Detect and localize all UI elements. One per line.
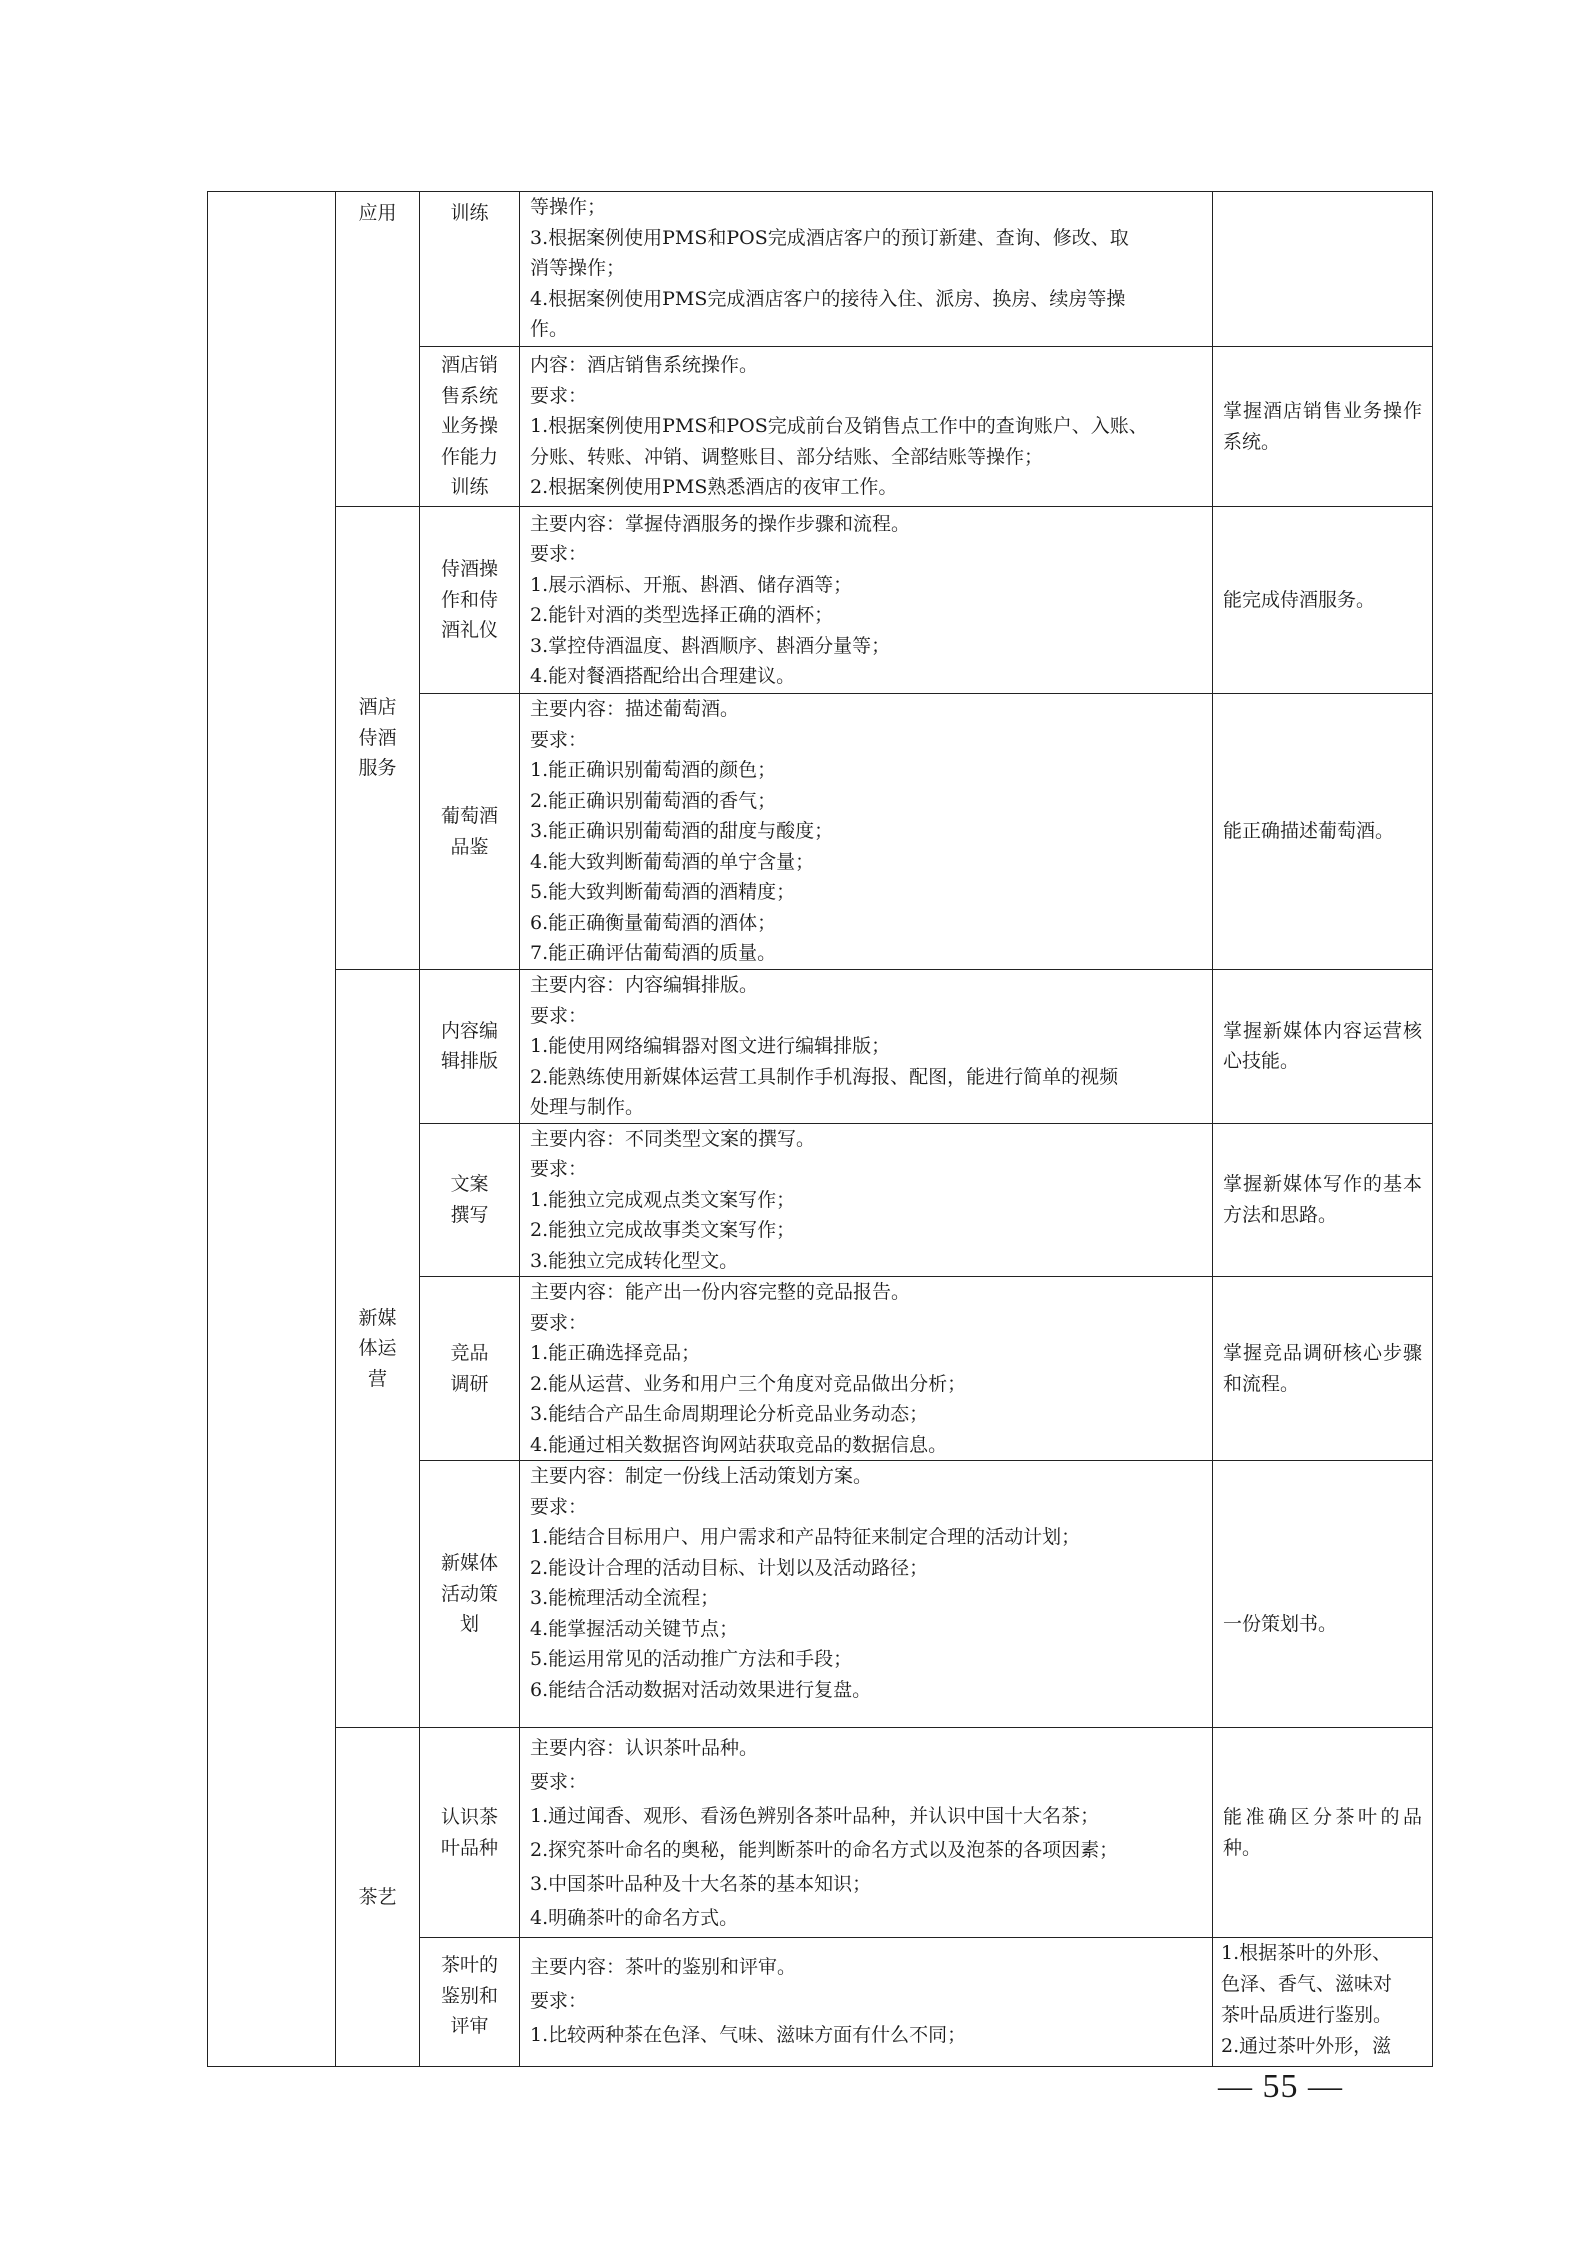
content-line: 2.能从运营、业务和用户三个角度对竞品做出分析； (530, 1372, 967, 1395)
goal-text: 掌握新媒体写作的基本方法和思路。 (1223, 1173, 1422, 1226)
content-line: 要求： (530, 728, 588, 751)
item-cell (420, 1728, 520, 1938)
item-label: 评审 (450, 2015, 489, 2037)
goal-line: 2.通过茶叶外形，滋 (1221, 2035, 1392, 2057)
item-cell (420, 192, 520, 347)
content-line: 1.通过闻香、观形、看汤色辨别各茶叶品种，并认识中国十大名茶； (530, 1804, 1100, 1827)
category-cell (336, 1728, 420, 2067)
content-cell (520, 192, 1213, 347)
item-label: 酒店销 (440, 354, 498, 377)
category-cell (336, 970, 420, 1728)
content-line: 要求： (530, 1158, 588, 1180)
item-label: 业务操 (440, 415, 498, 438)
content-cell (520, 1938, 1213, 2067)
content-cell (520, 1461, 1213, 1728)
item-label: 鉴别和 (440, 1984, 498, 2007)
item-label: 调研 (450, 1372, 489, 1395)
content-line: 4.能大致判断葡萄酒的单宁含量； (530, 850, 815, 873)
content-line: 主要内容：掌握侍酒服务的操作步骤和流程。 (530, 512, 911, 535)
content-line: 2.能针对酒的类型选择正确的酒杯； (530, 604, 834, 626)
content-line: 要求： (530, 1770, 588, 1793)
item-cell (420, 347, 520, 507)
content-line: 主要内容：描述葡萄酒。 (530, 698, 740, 721)
item-label: 辑排版 (440, 1050, 498, 1073)
content-line: 3.根据案例使用PMS和POS完成酒店客户的预订新建、查询、修改、取 (530, 226, 1129, 249)
item-label: 酒礼仪 (440, 619, 498, 642)
goal-cell (1213, 1277, 1433, 1461)
content-line: 要求： (530, 1495, 588, 1518)
content-line: 主要内容：内容编辑排版。 (530, 974, 759, 996)
category-label: 体运 (358, 1337, 397, 1360)
content-line: 1.能独立完成观点类文案写作； (530, 1188, 796, 1211)
category-label: 酒店 (358, 696, 397, 719)
content-cell (520, 1728, 1213, 1938)
content-cell (520, 970, 1213, 1124)
goal-cell (1213, 1728, 1433, 1938)
blank-first-column (208, 192, 336, 2067)
content-line: 4.能掌握活动关键节点； (530, 1617, 739, 1640)
goal-text: 能正确描述葡萄酒。 (1223, 820, 1395, 843)
item-label: 作和侍 (440, 588, 498, 611)
content-line: 3.能梳理活动全流程； (530, 1587, 720, 1609)
content-line: 消等操作； (530, 257, 626, 279)
content-line: 1.展示酒标、开瓶、斟酒、储存酒等； (530, 573, 853, 596)
content-line: 2.能设计合理的活动目标、计划以及活动路径； (530, 1556, 929, 1579)
item-label: 作能力 (440, 445, 498, 468)
content-line: 3.掌控侍酒温度、斟酒顺序、斟酒分量等； (530, 634, 891, 657)
category-label: 服务 (358, 757, 397, 780)
page-number: — 55 — (1218, 2068, 1343, 2105)
content-line: 3.能结合产品生命周期理论分析竞品业务动态； (530, 1403, 929, 1425)
goal-text: 一份策划书。 (1223, 1612, 1338, 1635)
item-label: 竞品 (450, 1342, 489, 1364)
content-line: 3.能正确识别葡萄酒的甜度与酸度； (530, 820, 834, 843)
item-cell (420, 970, 520, 1124)
content-line: 2.能熟练使用新媒体运营工具制作手机海报、配图，能进行简单的视频 (530, 1065, 1119, 1088)
item-cell (420, 1123, 520, 1277)
content-line: 2.探究茶叶命名的奥秘，能判断茶叶的命名方式以及泡茶的各项因素； (530, 1838, 1119, 1861)
goal-cell (1213, 192, 1433, 347)
content-line: 4.能对餐酒搭配给出合理建议。 (530, 665, 796, 687)
content-line: 7.能正确评估葡萄酒的质量。 (530, 942, 777, 965)
content-line: 1.能使用网络编辑器对图文进行编辑排版； (530, 1035, 891, 1057)
content-line: 2.能独立完成故事类文案写作； (530, 1219, 796, 1241)
item-label: 叶品种 (440, 1836, 498, 1859)
table-row (208, 507, 1433, 694)
item-label: 撰写 (450, 1203, 489, 1226)
category-cell (336, 192, 420, 507)
item-label: 活动策 (440, 1582, 498, 1605)
content-line: 1.根据案例使用PMS和POS完成前台及销售点工作中的查询账户、入账、 (530, 415, 1148, 438)
content-line: 4.根据案例使用PMS完成酒店客户的接待入住、派房、换房、续房等操 (530, 287, 1126, 310)
item-label: 葡萄酒 (440, 805, 498, 827)
content-line: 2.根据案例使用PMS熟悉酒店的夜审工作。 (530, 476, 898, 499)
category-label: 新媒 (358, 1306, 397, 1329)
content-line: 6.能正确衡量葡萄酒的酒体； (530, 911, 777, 934)
content-line: 要求： (530, 1311, 588, 1334)
item-label: 品鉴 (450, 835, 489, 858)
category-cell (336, 507, 420, 970)
item-label: 划 (459, 1613, 479, 1636)
table-row (208, 1728, 1433, 1938)
goal-cell (1213, 347, 1433, 507)
content-line: 主要内容：茶叶的鉴别和评审。 (530, 1956, 797, 1978)
content-line: 2.能正确识别葡萄酒的香气； (530, 789, 777, 812)
content-line: 3.中国茶叶品种及十大名茶的基本知识； (530, 1872, 872, 1895)
content-cell (520, 347, 1213, 507)
content-line: 4.明确茶叶的命名方式。 (530, 1906, 739, 1929)
goal-cell (1213, 1938, 1433, 2067)
content-line: 主要内容：认识茶叶品种。 (530, 1736, 759, 1759)
item-cell (420, 507, 520, 694)
curriculum-table (207, 191, 1433, 2067)
content-line: 要求： (530, 1990, 588, 2012)
goal-cell (1213, 970, 1433, 1124)
item-label: 训练 (450, 202, 489, 224)
goal-cell (1213, 507, 1433, 694)
goal-line: 1.根据茶叶的外形、 (1221, 1942, 1392, 1964)
category-label: 茶艺 (358, 1885, 397, 1908)
item-cell (420, 1938, 520, 2067)
content-line: 分账、转账、冲销、调整账目、部分结账、全部结账等操作； (530, 445, 1044, 468)
category-label: 应用 (358, 202, 397, 224)
content-line: 作。 (530, 318, 569, 340)
content-line: 1.能正确选择竞品； (530, 1342, 701, 1364)
item-label: 售系统 (440, 384, 498, 407)
goal-line: 色泽、香气、滋味对 (1221, 1973, 1393, 1995)
content-line: 主要内容：不同类型文案的撰写。 (530, 1127, 816, 1150)
content-cell (520, 1123, 1213, 1277)
content-line: 主要内容：能产出一份内容完整的竞品报告。 (530, 1281, 911, 1303)
item-label: 茶叶的 (440, 1954, 498, 1976)
item-label: 训练 (450, 476, 489, 499)
category-label: 营 (367, 1367, 387, 1390)
content-line: 要求： (530, 384, 588, 407)
table-row (208, 192, 1433, 347)
item-cell (420, 1277, 520, 1461)
content-line: 3.能独立完成转化型文。 (530, 1249, 739, 1272)
content-line: 6.能结合活动数据对活动效果进行复盘。 (530, 1678, 872, 1701)
goal-text: 能准确区分茶叶的品种。 (1223, 1806, 1422, 1859)
content-line: 内容：酒店销售系统操作。 (530, 354, 759, 377)
content-line: 处理与制作。 (530, 1096, 645, 1118)
goal-text: 掌握新媒体内容运营核心技能。 (1223, 1019, 1422, 1073)
goal-line: 茶叶品质进行鉴别。 (1221, 2004, 1393, 2026)
content-line: 1.能正确识别葡萄酒的颜色； (530, 759, 777, 782)
content-line: 5.能运用常见的活动推广方法和手段； (530, 1648, 853, 1670)
category-label: 侍酒 (358, 726, 397, 749)
item-label: 认识茶 (440, 1806, 498, 1828)
content-line: 要求： (530, 1004, 588, 1027)
content-line: 1.能结合目标用户、用户需求和产品特征来制定合理的活动计划； (530, 1526, 1081, 1548)
content-line: 主要内容：制定一份线上活动策划方案。 (530, 1465, 873, 1487)
content-line: 5.能大致判断葡萄酒的酒精度； (530, 881, 796, 904)
goal-text: 能完成侍酒服务。 (1223, 588, 1376, 611)
item-label: 内容编 (440, 1019, 498, 1042)
content-line: 等操作； (530, 196, 607, 218)
content-line: 1.比较两种茶在色泽、气味、滋味方面有什么不同； (530, 2024, 967, 2046)
content-line: 要求： (530, 543, 588, 565)
item-cell (420, 1461, 520, 1728)
goal-cell (1213, 1123, 1433, 1277)
content-cell (520, 1277, 1213, 1461)
item-cell (420, 694, 520, 970)
goal-text: 掌握竞品调研核心步骤和流程。 (1223, 1342, 1422, 1395)
content-cell (520, 507, 1213, 694)
goal-text: 掌握酒店销售业务操作系统。 (1223, 400, 1422, 453)
item-label: 侍酒操 (440, 558, 498, 581)
item-label: 新媒体 (440, 1552, 498, 1575)
content-cell (520, 694, 1213, 970)
content-line: 4.能通过相关数据咨询网站获取竞品的数据信息。 (530, 1433, 948, 1456)
table-row (208, 970, 1433, 1124)
goal-cell (1213, 694, 1433, 970)
goal-cell (1213, 1461, 1433, 1728)
item-label: 文案 (450, 1173, 489, 1196)
